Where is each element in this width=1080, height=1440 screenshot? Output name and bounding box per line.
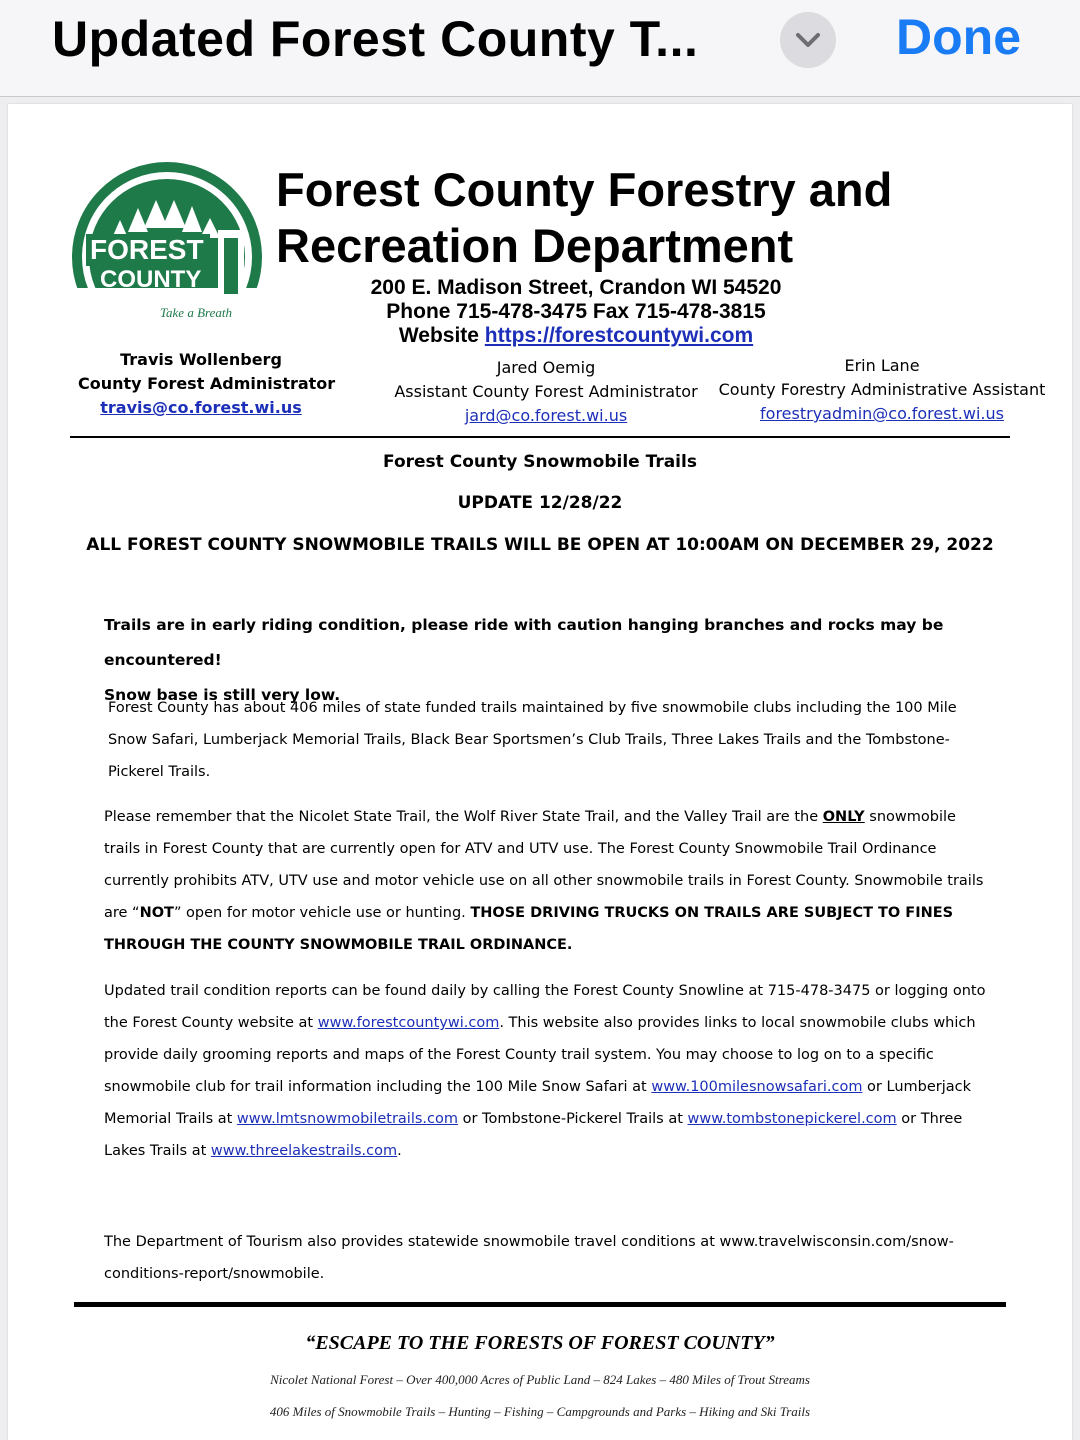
not-emphasis: NOT [139,905,174,921]
footer-slogan: “ESCAPE TO THE FORESTS OF FOREST COUNTY” [305,1332,775,1354]
header-divider [70,436,1010,438]
text-span: . This website also provides links to local snowmobile clubs which provide daily grooming reports and maps of the Forest County trail system. You may choose to log on to a specific snowmobile club for trail information including the 100 Mile Snow Safari at [104,1015,976,1095]
notice-heading: Forest County Snowmobile Trails [383,452,697,472]
chevron-down-icon [795,32,821,48]
website-link[interactable]: https://forestcountywi.com [484,324,754,347]
text-span: . [397,1143,402,1159]
text-span: Please remember that the Nicolet State Trail, the Wolf River State Trail, and the Valley Trail are the [104,809,823,825]
forest-county-logo [70,160,264,325]
done-button[interactable]: Done [896,9,1021,65]
staff-travis-wollenberg [78,348,336,420]
logo-word-forest: FOREST [90,234,204,265]
document-title: Updated Forest County T... [52,11,699,67]
text-span: or Three Lakes Trails at [104,1111,963,1159]
footer-line-2: 406 Miles of Snowmobile Trails – Hunting – Fishing – Campgrounds and Parks – Hiking and Ski Trails [269,1404,811,1419]
staff-erin-lane [714,354,1050,426]
fines-warning: THOSE DRIVING TRUCKS ON TRAILS ARE SUBJECT TO FINES THROUGH THE COUNTY SNOWMOBILE TRAIL ORDINANCE. [104,905,954,953]
only-emphasis: ONLY [822,809,865,825]
snow-base-text: Snow base is still very low. [104,686,341,704]
department-name [276,162,976,274]
atv-utv-paragraph [104,801,994,961]
update-date: UPDATE 12/28/22 [457,493,623,513]
text-span: ” open for motor vehicle use or hunting. [173,905,471,921]
staff-title: County Forest Administrator [78,374,336,393]
threelakes-link[interactable]: www.threelakestrails.com [210,1143,398,1159]
conditions-paragraph [104,975,994,1167]
staff-jared-oemig [390,356,702,428]
text-span: snowmobile trails in Forest County that are currently open for ATV and UTV use. The Forest County Snowmobile Trail Ordinance currently prohibits ATV, UTV use and motor vehicle use on all other snowmobile trails in Forest County. Snowmobile trails are “ [104,809,984,921]
viewer-toolbar [0,0,1080,97]
chevron-down-button[interactable] [780,12,836,68]
caution-text: Trails are in early riding condition, please ride with caution hanging branches and rocks may be encountered! [104,616,944,669]
address-line: 200 E. Madison Street, Crandon WI 54520 [370,276,782,299]
website-label: Website [398,324,485,347]
staff-email-link[interactable]: jard@co.forest.wi.us [464,406,628,425]
open-announcement: ALL FOREST COUNTY SNOWMOBILE TRAILS WILL BE OPEN AT 10:00AM ON DECEMBER 29, 2022 [86,535,994,555]
staff-title: County Forestry Administrative Assistant [718,380,1046,399]
department-name-line1: Forest County Forestry and [276,163,893,216]
department-name-line2: Recreation Department [276,219,794,272]
forestcountywi-link[interactable]: www.forestcountywi.com [317,1015,500,1031]
logo-tagline: Take a Breath [160,305,232,320]
staff-name: Jared Oemig [496,358,596,377]
trails-paragraph: Forest County has about 406 miles of state funded trails maintained by five snowmobile clubs including the 100 Mile Snow Safari, Lumberjack Memorial Trails, Black Bear Sportsmen’s Club Trails, Three Lakes Trails and the Tombstone-Pickerel Trails. [108,700,957,780]
text-span: or Lumberjack Memorial Trails at [104,1079,972,1127]
text-span: Updated trail condition reports can be found daily by calling the Forest County Snowline at 715-478-3475 or logging onto the Forest County website at [104,983,986,1031]
staff-title: Assistant County Forest Administrator [394,382,698,401]
text-span: or Tombstone-Pickerel Trails at [458,1111,688,1127]
tombstonepickerel-link[interactable]: www.tombstonepickerel.com [687,1111,897,1127]
staff-name: Travis Wollenberg [120,350,282,369]
phone-fax-line: Phone 715-478-3475 Fax 715-478-3815 [386,300,766,323]
staff-name: Erin Lane [844,356,920,375]
snowsafari-link[interactable]: www.100milesnowsafari.com [651,1079,863,1095]
website-line [276,324,876,348]
staff-email-link[interactable]: travis@co.forest.wi.us [100,398,302,417]
tourism-paragraph: The Department of Tourism also provides statewide snowmobile travel conditions at www.travelwisconsin.com/snow-conditions-report/snowmobile. [104,1234,954,1282]
document-page [8,104,1072,1440]
footer-line-1: Nicolet National Forest – Over 400,000 Acres of Public Land – 824 Lakes – 480 Miles of Trout Streams [270,1372,810,1387]
staff-email-link[interactable]: forestryadmin@co.forest.wi.us [760,404,1004,423]
lmt-link[interactable]: www.lmtsnowmobiletrails.com [236,1111,458,1127]
logo-word-county: COUNTY [100,266,202,293]
footer-divider [74,1302,1006,1307]
